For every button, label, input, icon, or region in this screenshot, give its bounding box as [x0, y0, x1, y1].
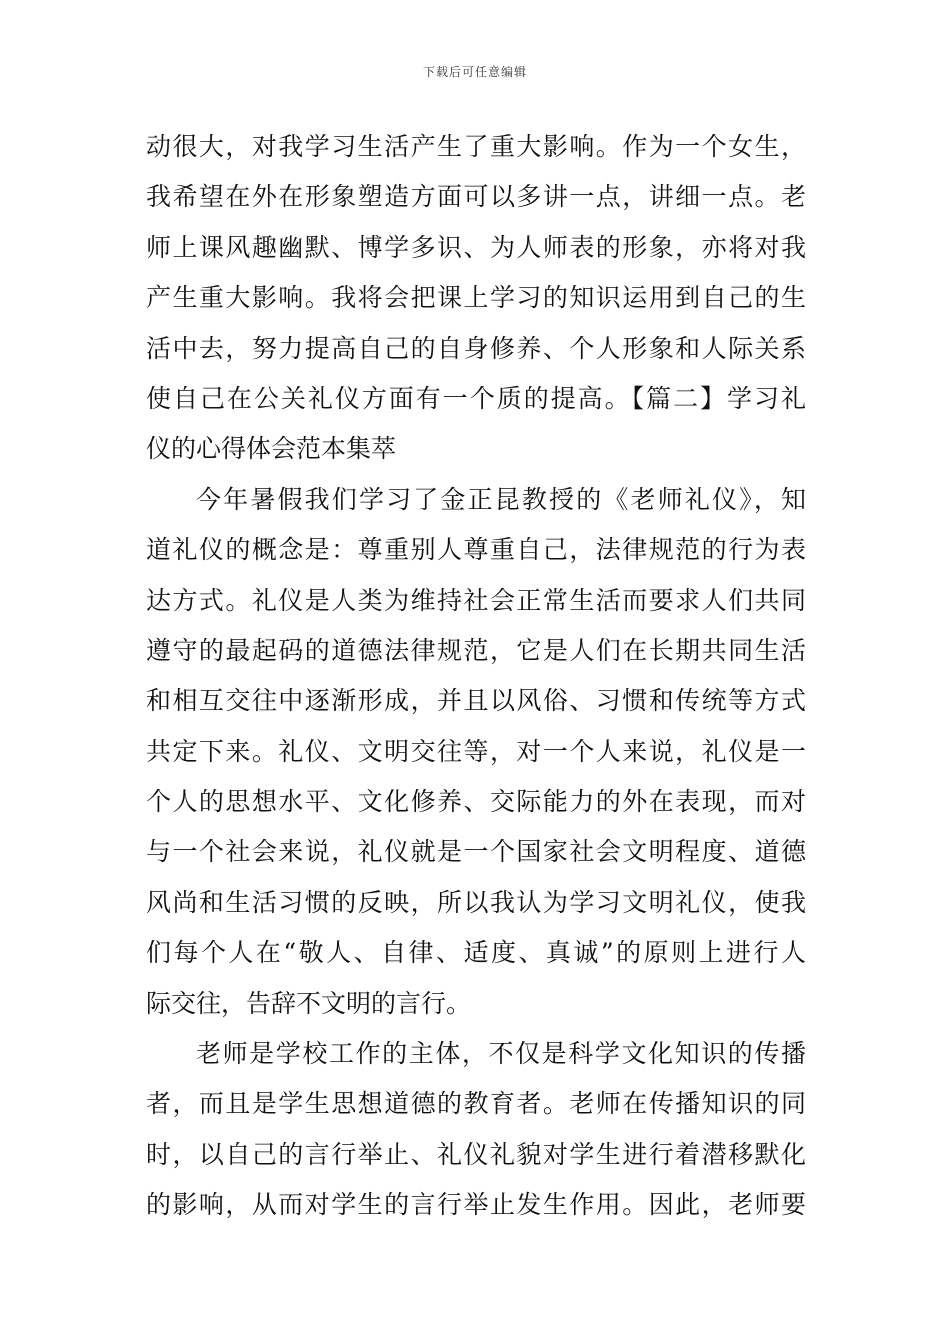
text-line: 动很大，对我学习生活产生了重大影响。作为一个女生，: [146, 132, 806, 161]
text-line: 老师是学校工作的主体，不仅是科学文化知识的传播: [196, 1039, 806, 1069]
text-line: 今年暑假我们学习了金正昆教授的《老师礼仪》，知: [196, 484, 806, 514]
text-line: 的影响，从而对学生的言行举止发生作用。因此，老师要: [146, 1190, 806, 1220]
text-line: 产生重大影响。我将会把课上学习的知识运用到自己的生: [146, 283, 806, 313]
text-line: 时，以自己的言行举止、礼仪礼貌对学生进行着潜移默化: [146, 1139, 806, 1169]
text-line: 者，而且是学生思想道德的教育者。老师在传播知识的同: [146, 1089, 806, 1119]
text-line: 道礼仪的概念是：尊重别人尊重自己，法律规范的行为表: [146, 535, 806, 565]
text-line: 达方式。礼仪是人类为维持社会正常生活而要求人们共同: [146, 585, 806, 615]
text-line: 我希望在外在形象塑造方面可以多讲一点，讲细一点。老: [146, 182, 806, 212]
text-line: 遵守的最起码的道德法律规范，它是人们在长期共同生活: [146, 635, 806, 665]
text-line: 师上课风趣幽默、博学多识、为人师表的形象，亦将对我: [146, 232, 806, 262]
text-line: 使自己在公关礼仪方面有一个质的提高。【篇二】学习礼: [146, 383, 806, 413]
text-line: 共定下来。礼仪、文明交往等，对一个人来说，礼仪是一: [146, 736, 806, 766]
text-line: 风尚和生活习惯的反映，所以我认为学习文明礼仪，使我: [146, 887, 806, 917]
text-line: 个人的思想水平、文化修养、交际能力的外在表现，而对: [146, 787, 806, 817]
text-line: 和相互交往中逐渐形成，并且以风俗、习惯和传统等方式: [146, 686, 806, 716]
body-text: [146, 122, 806, 1231]
text-line: 活中去，努力提高自己的自身修养、个人形象和人际关系: [146, 333, 806, 363]
page-header: 下载后可任意编辑: [422, 65, 527, 79]
text-line: 们每个人在“敬人、自律、适度、真诚”的原则上进行人: [146, 938, 806, 968]
text-line: 与一个社会来说，礼仪就是一个国家社会文明程度、道德: [146, 837, 806, 867]
text-line: 际交往，告辞不文明的言行。: [146, 988, 472, 1018]
text-line: 仪的心得体会范本集萃: [146, 434, 397, 464]
